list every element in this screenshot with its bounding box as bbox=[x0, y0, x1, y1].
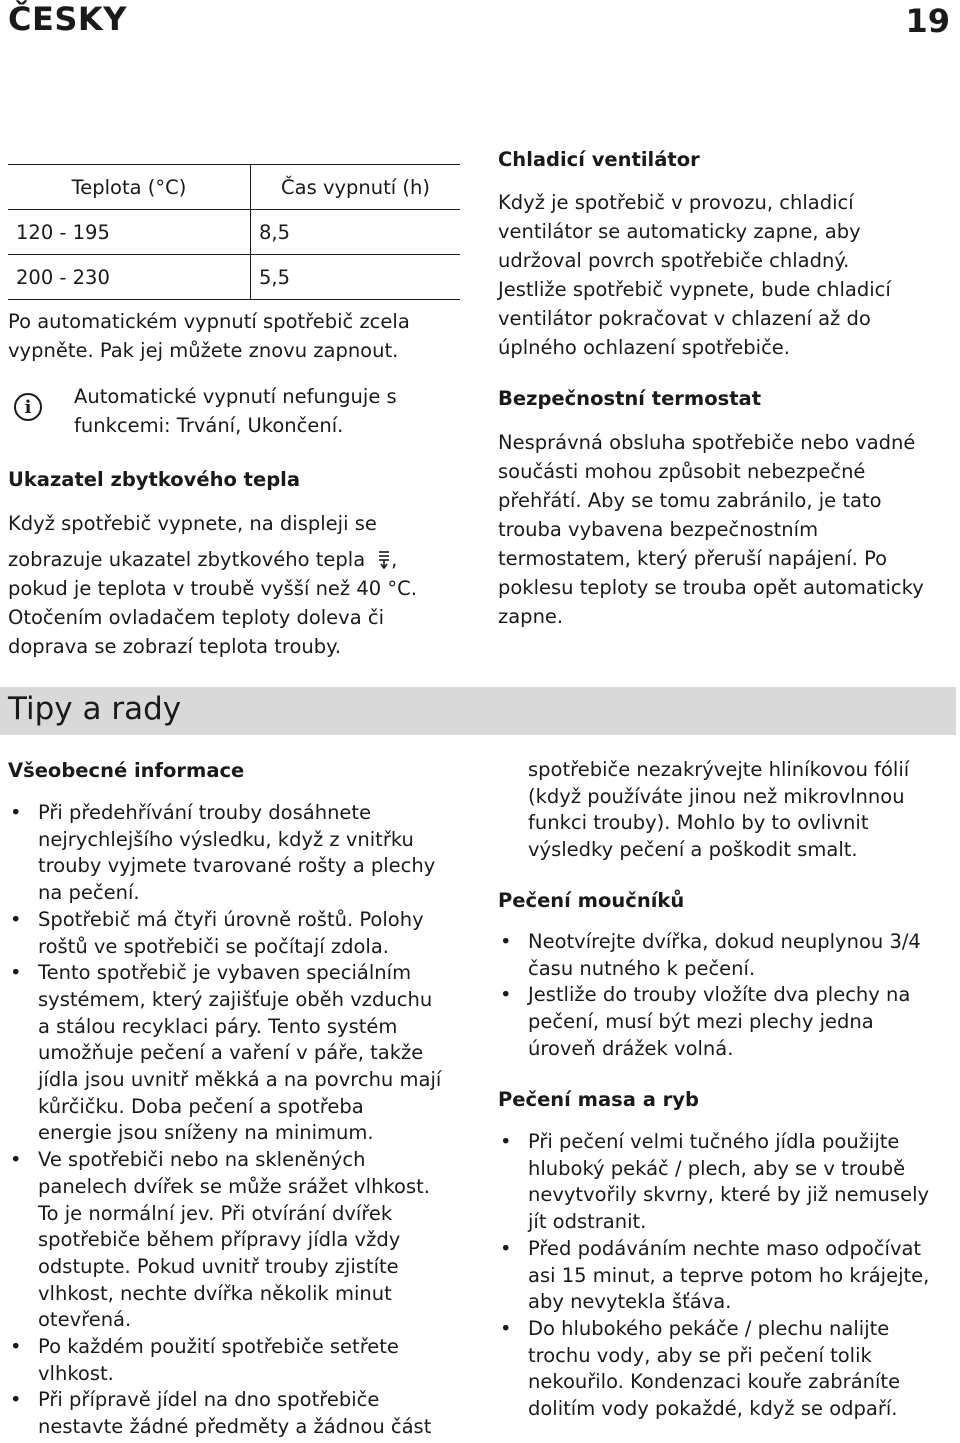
meat-list bbox=[498, 1129, 956, 1423]
text-line: otevřená. bbox=[38, 1308, 132, 1332]
list-item: • Jestliže do trouby vložíte dva plechy na pečení, musí být mezi plechy jedna úroveň drážek volná. bbox=[498, 982, 956, 1062]
text-line: kůrčičku. Doba pečení a spotřeba bbox=[38, 1094, 364, 1118]
residual-heat-paragraph bbox=[8, 509, 468, 661]
text-line: roštů ve spotřebiči se počítají zdola. bbox=[38, 934, 389, 958]
text-line: Spotřebič má čtyři úrovně roštů. Polohy bbox=[38, 907, 424, 931]
page-language-header: ČESKY bbox=[8, 0, 127, 38]
text-line: jít odstranit. bbox=[528, 1210, 647, 1234]
residual-heat-heading: Ukazatel zbytkového tepla bbox=[8, 468, 301, 491]
text-line: systémem, který zajišťuje oběh vzduchu bbox=[38, 987, 433, 1011]
text-line: výsledky pečení a poškodit smalt. bbox=[528, 838, 858, 862]
text-line: ventilátor se automaticky zapne, aby bbox=[498, 220, 861, 243]
list-item: • Tento spotřebič je vybaven speciálním systémem, který zajišťuje oběh vzduchu a stálou recyklaci páry. Tento systém umožňuje pečení a vaření v páře, takže jídla jsou uvnitř měkká a na povrchu mají kůrčičku. Doba pečení a spotřeba energie jsou sníženy na minimum. bbox=[8, 960, 468, 1147]
text-line: jídla jsou uvnitř měkká a na povrchu mají bbox=[38, 1068, 442, 1092]
text-line: odstupte. Pokud uvnitř trouby zjistíte bbox=[38, 1254, 399, 1278]
general-info-list bbox=[8, 800, 468, 1441]
text-line: vypněte. Pak jej můžete znovu zapnout. bbox=[8, 339, 399, 362]
page-number: 19 bbox=[905, 2, 950, 40]
baking-heading: Pečení moučníků bbox=[498, 889, 685, 912]
cooling-fan-paragraph bbox=[498, 188, 953, 362]
info-icon: i bbox=[14, 393, 42, 421]
text-line: Do hlubokého pekáče / plechu nalijte bbox=[528, 1316, 890, 1340]
text-line: Při pečení velmi tučného jídla použijte bbox=[528, 1130, 900, 1153]
table-cell: 5,5 bbox=[251, 255, 461, 300]
text-line: spotřebiče nezakrývejte hliníkovou fólií bbox=[528, 758, 910, 781]
list-item: • Do hlubokého pekáče / plechu nalijte trochu vody, aby se při pečení tolik nekouřilo. Kondenzaci kouře zabráníte dolitím vody pokaždé, když se odpaří. bbox=[498, 1316, 956, 1423]
text-line: funkci trouby). Mohlo by to ovlivnit bbox=[528, 811, 869, 835]
text-line: spotřebiče během přípravy jídla vždy bbox=[38, 1228, 401, 1252]
text-line: trouba vybavena bezpečnostním bbox=[498, 518, 819, 541]
text-line: zobrazuje ukazatel zbytkového tepla bbox=[8, 548, 366, 571]
table-cell: 8,5 bbox=[251, 210, 461, 255]
text-line: Jestliže do trouby vložíte dva plechy na bbox=[528, 983, 911, 1007]
shutoff-table bbox=[8, 164, 460, 300]
text-line: a stálou recyklaci páry. Tento systém bbox=[38, 1014, 398, 1038]
table-cell: 120 - 195 bbox=[8, 210, 251, 255]
text-line bbox=[8, 545, 468, 574]
continuation-paragraph bbox=[528, 757, 958, 864]
text-line: úplného ochlazení spotřebiče. bbox=[498, 336, 790, 359]
list-item: • Spotřebič má čtyři úrovně roštů. Polohy roštů ve spotřebiči se počítají zdola. bbox=[8, 907, 468, 960]
text-line: doprava se zobrazí teplota trouby. bbox=[8, 635, 342, 658]
comma-text: , bbox=[391, 548, 398, 571]
text-line: nejrychlejšího výsledku, když z vnitřku bbox=[38, 827, 414, 851]
table-cell: 200 - 230 bbox=[8, 255, 251, 300]
text-line: funkcemi: Trvání, Ukončení. bbox=[74, 414, 344, 437]
text-line: Když spotřebič vypnete, na displeji se bbox=[8, 512, 377, 535]
text-line: Při přípravě jídel na dno spotřebiče bbox=[38, 1388, 380, 1412]
table-row bbox=[8, 255, 460, 300]
text-line: dolitím vody pokaždé, když se odpaří. bbox=[528, 1397, 898, 1421]
cooling-fan-heading: Chladicí ventilátor bbox=[498, 148, 700, 171]
text-line: trouby vyjmete tvarované rošty a plechy bbox=[38, 854, 436, 878]
list-item: • Po každém použití spotřebiče setřete vlhkost. bbox=[8, 1334, 468, 1387]
text-line: součásti mohou způsobit nebezpečné bbox=[498, 460, 866, 483]
thermostat-paragraph bbox=[498, 428, 953, 631]
text-line: úroveň drážek volná. bbox=[528, 1036, 734, 1060]
info-note bbox=[74, 382, 474, 440]
text-line: energie jsou sníženy na minimum. bbox=[38, 1121, 374, 1145]
text-line: aby nevytekla šťáva. bbox=[528, 1290, 732, 1314]
text-line: Před podáváním nechte maso odpočívat bbox=[528, 1236, 922, 1260]
text-line: Tento spotřebič je vybaven speciálním bbox=[38, 961, 412, 985]
text-line: Když je spotřebič v provozu, chladicí bbox=[498, 191, 854, 214]
text-line: (když používáte jinou než mikrovlnnou bbox=[528, 784, 905, 808]
text-line: termostatem, který přeruší napájení. Po bbox=[498, 547, 888, 570]
meat-heading: Pečení masa a ryb bbox=[498, 1088, 699, 1111]
list-item: • Při přípravě jídel na dno spotřebiče nestavte žádné předměty a žádnou část bbox=[8, 1387, 468, 1440]
text-line: udržoval povrch spotřebiče chladný. bbox=[498, 249, 850, 272]
text-line: poklesu teploty se trouba opět automaticky bbox=[498, 576, 924, 599]
text-line: přehřátí. Aby se tomu zabránilo, je tato bbox=[498, 489, 882, 512]
text-line: Automatické vypnutí nefunguje s bbox=[74, 385, 397, 408]
table-header-temperature: Teplota (°C) bbox=[8, 165, 251, 210]
text-line: pokud je teplota v troubě vyšší než 40 °C. bbox=[8, 577, 417, 600]
text-line: Při předehřívání trouby dosáhnete bbox=[38, 801, 372, 824]
text-line: Otočením ovladačem teploty doleva či bbox=[8, 606, 384, 629]
baking-list bbox=[498, 929, 956, 1063]
text-line: nestavte žádné předměty a žádnou část bbox=[38, 1415, 432, 1439]
text-line: pečení, musí být mezi plechy jedna bbox=[528, 1010, 874, 1034]
table-row bbox=[8, 210, 460, 255]
list-item: • Před podáváním nechte maso odpočívat asi 15 minut, a teprve potom ho krájejte, aby nevytekla šťáva. bbox=[498, 1236, 956, 1316]
text-line: Po každém použití spotřebiče setřete bbox=[38, 1335, 399, 1359]
text-line: vlhkost. bbox=[38, 1361, 114, 1385]
list-item: • Neotvírejte dvířka, dokud neuplynou 3/4 času nutného k pečení. bbox=[498, 929, 956, 982]
text-line: času nutného k pečení. bbox=[528, 956, 756, 980]
text-line: Neotvírejte dvířka, dokud neuplynou 3/4 bbox=[528, 930, 921, 953]
text-line: asi 15 minut, a teprve potom ho krájejte, bbox=[528, 1263, 930, 1287]
text-line: hluboký pekáč / plech, aby se v troubě bbox=[528, 1156, 906, 1180]
text-line: Ve spotřebiči nebo na skleněných bbox=[38, 1148, 366, 1172]
list-item: • Ve spotřebiči nebo na skleněných panelech dvířek se může srážet vlhkost. To je normální jev. Při otvírání dvířek spotřebiče během přípravy jídla vždy odstupte. Pokud uvnitř trouby zjistíte vlhkost, nechte dvířka několik minut otevřená. bbox=[8, 1147, 468, 1334]
text-line: To je normální jev. Při otvírání dvířek bbox=[38, 1201, 393, 1225]
general-info-heading: Všeobecné informace bbox=[8, 759, 245, 782]
text-line: umožňuje pečení a vaření v páře, takže bbox=[38, 1041, 424, 1065]
residual-heat-icon bbox=[377, 549, 391, 571]
text-line: nekouřilo. Kondenzaci kouře zabráníte bbox=[528, 1370, 901, 1394]
shutoff-paragraph bbox=[8, 307, 468, 365]
text-line: Po automatickém vypnutí spotřebič zcela bbox=[8, 310, 410, 333]
text-line: Nesprávná obsluha spotřebiče nebo vadné bbox=[498, 431, 916, 454]
list-item: • Při předehřívání trouby dosáhnete nejrychlejšího výsledku, když z vnitřku trouby vyjmete tvarované rošty a plechy na pečení. bbox=[8, 800, 468, 907]
text-line: zapne. bbox=[498, 605, 564, 628]
text-line: trochu vody, aby se při pečení tolik bbox=[528, 1343, 872, 1367]
text-line: panelech dvířek se může srážet vlhkost. bbox=[38, 1174, 430, 1198]
text-line: nevytvořily skvrny, které by již nemusely bbox=[528, 1183, 930, 1207]
table-header-shutoff-time: Čas vypnutí (h) bbox=[251, 165, 461, 210]
text-line: na pečení. bbox=[38, 881, 140, 905]
text-line: vlhkost, nechte dvířka několik minut bbox=[38, 1281, 392, 1305]
text-line: ventilátor pokračovat v chlazení až do bbox=[498, 307, 871, 330]
thermostat-heading: Bezpečnostní termostat bbox=[498, 387, 762, 410]
list-item: • Při pečení velmi tučného jídla použijte hluboký pekáč / plech, aby se v troubě nevytvořily skvrny, které by již nemusely jít odstranit. bbox=[498, 1129, 956, 1236]
text-line: Jestliže spotřebič vypnete, bude chladicí bbox=[498, 278, 891, 301]
section-title-tips: Tipy a rady bbox=[8, 691, 182, 727]
